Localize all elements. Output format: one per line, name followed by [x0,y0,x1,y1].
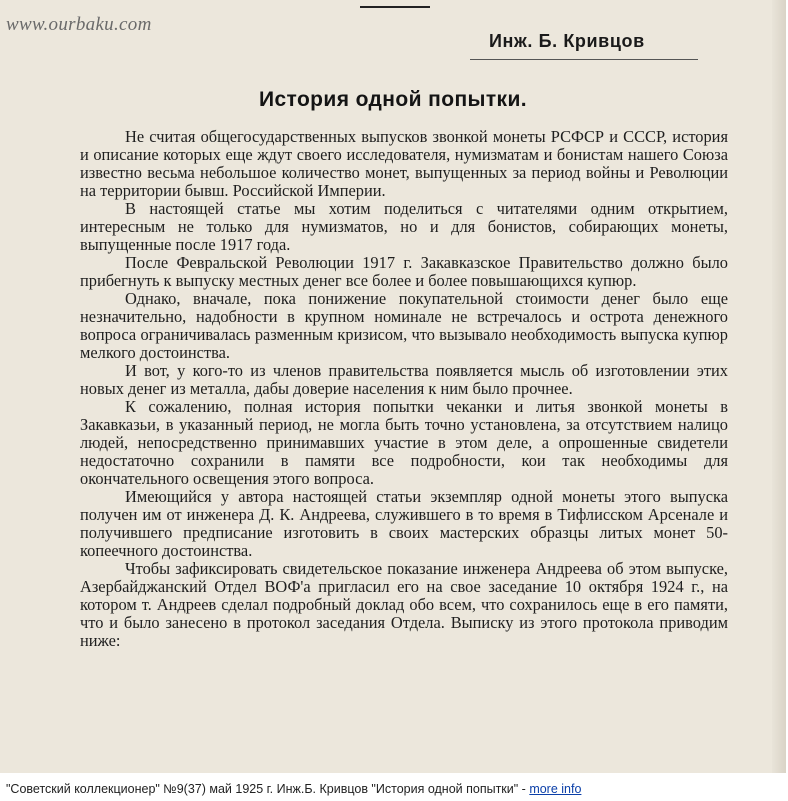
image-caption [6,782,581,796]
paragraph-1: Не считая общегосударственных выпусков звонкой монеты РСФСР и СССР, история и описание которых еще ждут своего исследователя, нумизматам и бонистам нашего Союза известно весьма небольшое количество монет, выпущенных за период войны и Революции на территории бывш. Российской Империи. [80,127,728,200]
paragraph-6: К сожалению, полная история попытки чеканки и литья звонкой монеты в Закавказьи, в указанный период, не могла быть точно установлена, за отсутствием налицо людей, непосредственно принимавших участие в этом деле, а опрошенные свидетели недостаточно сохранили в памяти все подробности, кои так необходимы для окончательного освещения этого вопроса. [80,397,728,488]
article-title: История одной попытки. [258,88,528,111]
page-edge-shadow [772,0,786,773]
author-underline [470,59,698,60]
paragraph-8: Чтобы зафиксировать свидетельское показание инженера Андреева об этом выпуске, Азербайджанский Отдел ВОФ'а пригласил его на свое заседание 10 октября 1924 г., на котором т. Андреев сделал подробный доклад обо всем, что сохранилось еще в его памяти, что и было занесено в протокол заседания Отдела. Выписку из этого протокола приводим ниже: [80,559,728,650]
caption-text: "Советский коллекционер" №9(37) май 1925 г. Инж.Б. Кривцов "История одной попытки" - [6,782,530,796]
paragraph-2: В настоящей статье мы хотим поделиться с читателями одним открытием, интересным не только для нумизматов, но и для бонистов, собирающих монеты, выпущенные после 1917 года. [80,199,728,254]
paragraph-4: Однако, вначале, пока понижение покупательной стоимости денег было еще незначительно, надобности в крупном номинале не встречалось и острота денежного вопроса ограничивалась разменным кризисом, что вызывало необходимость выпуска купюр мелкого достоинства. [80,289,728,362]
author-name: Инж. Б. Кривцов [489,31,645,51]
site-watermark: www.ourbaku.com [6,14,152,35]
paragraph-3: После Февральской Революции 1917 г. Закавказское Правительство должно было прибегнуть к выпуску местных денег все более и более повышающихся купюр. [80,253,728,290]
article-body [80,128,728,650]
paragraph-5: И вот, у кого-то из членов правительства появляется мысль об изготовлении этих новых денег из металла, дабы доверие населения к ним было прочнее. [80,361,728,398]
paragraph-7: Имеющийся у автора настоящей статьи экземпляр одной монеты этого выпуска получен им от инженера Д. К. Андреева, служившего в то время в Тифлисском Арсенале и получившего предписание изготовить в своих мастерских образцы литых монет 50-копеечного достоинства. [80,487,728,560]
top-divider [360,6,430,8]
more-info-link[interactable]: more info [529,782,582,796]
